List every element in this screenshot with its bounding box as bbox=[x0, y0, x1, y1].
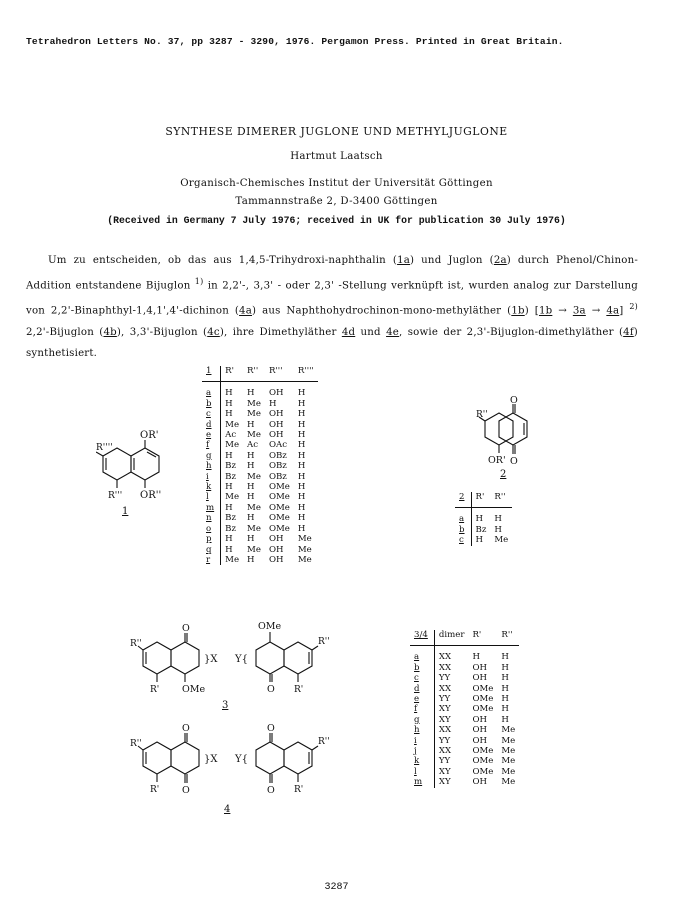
table-row bbox=[410, 694, 519, 704]
table-1 bbox=[202, 366, 318, 565]
table-header-row bbox=[410, 630, 519, 646]
body-text: ) synthetisiert. bbox=[26, 326, 638, 359]
body-text: ) aus Naphthohydrochinon-mono-methyläther ( bbox=[252, 305, 512, 317]
row-id-cell: a bbox=[455, 508, 471, 525]
compound-ref: 1a bbox=[397, 255, 411, 266]
table-cell: Bz bbox=[225, 513, 236, 524]
table-row bbox=[202, 482, 318, 492]
row-id-cell: b bbox=[455, 525, 471, 535]
label-ome1: OMe bbox=[182, 684, 206, 695]
footnote-ref: 1) bbox=[194, 277, 204, 286]
table-3-4 bbox=[410, 630, 519, 788]
label-ome2: OMe bbox=[258, 621, 282, 632]
table-cell: OH bbox=[268, 534, 284, 545]
row-id-cell: i bbox=[410, 736, 434, 746]
table-cell: H bbox=[247, 482, 255, 493]
journal-header: Tetrahedron Letters No. 37, pp 3287 - 3290, 1976. Pergamon Press. Printed in Great Britain. bbox=[26, 36, 564, 47]
ring-left-quinone bbox=[171, 642, 199, 674]
table-cell: Bz bbox=[225, 471, 236, 482]
table-cell: H bbox=[501, 673, 509, 684]
label-r1: R' bbox=[150, 685, 160, 695]
table-cell: H bbox=[247, 450, 255, 461]
body-text: ), ihre Dimethyläther bbox=[219, 326, 342, 338]
compound-ref: 4a bbox=[239, 305, 253, 317]
table-cell: H bbox=[297, 398, 306, 409]
table-row bbox=[202, 409, 318, 419]
table-cell: XX bbox=[438, 725, 452, 736]
table-cell: H bbox=[297, 430, 306, 441]
body-text: Um zu entscheiden, ob das aus 1,4,5-Trihydroxi-naphthalin ( bbox=[48, 255, 398, 266]
row-id-cell: b bbox=[410, 663, 434, 673]
table-cell: Me bbox=[501, 777, 516, 788]
table-cell: OMe bbox=[268, 523, 290, 534]
body-text: in 2,2'-, 3,3' - oder 2,3' -Stellung verknüpft ist, wurden analog zur Darstellung von 2,2'-Binaphthyl-1,4,1',4'-dichinon ( bbox=[26, 280, 638, 317]
label-r2b: R'' bbox=[318, 637, 330, 647]
body-text: 2,2'-Bijuglon ( bbox=[26, 326, 104, 338]
label-o2: O bbox=[182, 785, 190, 796]
received-note: (Received in Germany 7 July 1976; received in UK for publication 30 July 1976) bbox=[107, 215, 566, 226]
table-cell: H bbox=[501, 683, 509, 694]
table-cell: Me bbox=[501, 735, 516, 746]
label-x: }X bbox=[204, 654, 218, 665]
table-cell: XX bbox=[438, 683, 452, 694]
table-cell: Bz bbox=[225, 523, 236, 534]
table-cell: H bbox=[225, 409, 233, 420]
table-cell: OBz bbox=[268, 450, 287, 461]
body-text: ] bbox=[619, 305, 630, 317]
row-id-cell: d bbox=[202, 420, 221, 430]
table-cell: XY bbox=[438, 766, 451, 777]
ring-left-benzo bbox=[143, 742, 171, 774]
row-id-cell: m bbox=[410, 777, 434, 787]
table-cell: H bbox=[225, 544, 233, 555]
table-cell: H bbox=[501, 694, 509, 705]
table-cell: Me bbox=[501, 756, 516, 767]
table-cell: H bbox=[297, 419, 306, 430]
label-o2: O bbox=[267, 684, 275, 695]
body-text: , sowie der 2,3'-Bijuglon-dimethyläther ( bbox=[398, 326, 624, 338]
table-cell: Me bbox=[225, 492, 240, 503]
table-cell: XY bbox=[438, 777, 451, 788]
table-row bbox=[455, 508, 512, 525]
table-cell: Me bbox=[247, 544, 261, 555]
row-id-cell: a bbox=[202, 382, 221, 399]
label-o1: O bbox=[510, 395, 518, 406]
label-y: Y{ bbox=[235, 754, 248, 765]
table-cell: XX bbox=[438, 746, 452, 757]
table-cell: XX bbox=[438, 652, 452, 663]
table-cell: YY bbox=[438, 673, 451, 684]
table-cell: OH bbox=[472, 777, 487, 788]
label-or2: OR'' bbox=[140, 490, 162, 501]
table-cell: Bz bbox=[475, 524, 487, 535]
ring-a bbox=[131, 448, 159, 480]
row-id-cell: j bbox=[410, 746, 434, 756]
table-row bbox=[202, 492, 318, 502]
label-r1b: R' bbox=[294, 685, 304, 695]
table-row bbox=[410, 746, 519, 756]
row-id-cell: i bbox=[202, 472, 221, 482]
table-row bbox=[202, 513, 318, 523]
table-cell: Me bbox=[247, 409, 261, 420]
row-id-cell: l bbox=[202, 492, 221, 502]
label-r2b: R'' bbox=[318, 737, 330, 747]
table-row bbox=[202, 534, 318, 544]
table-cell: OMe bbox=[472, 746, 494, 757]
label-o1: O bbox=[182, 723, 190, 734]
table-row bbox=[410, 663, 519, 673]
table-header-cell: R' bbox=[471, 492, 490, 508]
table-header-cell: R'''' bbox=[294, 366, 318, 382]
table-cell: Me bbox=[247, 398, 261, 409]
table-cell: OH bbox=[268, 409, 284, 420]
table-row bbox=[202, 420, 318, 430]
table-cell: H bbox=[247, 461, 255, 472]
table-header-cell: 2 bbox=[455, 492, 471, 508]
institute-address: Tammannstraße 2, D-3400 Göttingen bbox=[235, 196, 438, 207]
table-row bbox=[410, 684, 519, 694]
table-row bbox=[410, 736, 519, 746]
row-id-cell: k bbox=[202, 482, 221, 492]
compound-ref: 4d bbox=[341, 326, 356, 338]
body-text: ), 3,3'-Bijuglon ( bbox=[116, 326, 208, 338]
table-cell: OMe bbox=[472, 756, 494, 767]
table-row bbox=[410, 704, 519, 714]
structure-2 bbox=[476, 395, 556, 490]
table-row bbox=[410, 646, 519, 663]
row-id-cell: g bbox=[410, 715, 434, 725]
table-row bbox=[410, 777, 519, 787]
label-r2: R'' bbox=[130, 739, 142, 749]
table-cell: OBz bbox=[268, 461, 287, 472]
ring-right-quinone bbox=[256, 642, 284, 674]
table-row bbox=[410, 767, 519, 777]
table-cell: Me bbox=[225, 419, 240, 430]
table-header-cell: R''' bbox=[265, 366, 294, 382]
row-id-cell: h bbox=[202, 461, 221, 471]
row-id-cell: d bbox=[410, 684, 434, 694]
paper-title: SYNTHESE DIMERER JUGLONE UND METHYLJUGLONE bbox=[165, 125, 508, 138]
label-o: O bbox=[182, 623, 190, 634]
table-cell: OMe bbox=[268, 502, 290, 513]
row-id-cell: f bbox=[410, 704, 434, 714]
row-id-cell: k bbox=[410, 756, 434, 766]
table-cell: OMe bbox=[268, 513, 290, 524]
table-cell: H bbox=[297, 513, 306, 524]
table-cell: H bbox=[297, 471, 306, 482]
compound-ref: 4a bbox=[606, 305, 620, 317]
table-cell: OMe bbox=[472, 766, 494, 777]
compound-number-1: 1 bbox=[122, 506, 129, 517]
institute-name: Organisch-Chemisches Institut der Universität Göttingen bbox=[180, 178, 493, 189]
ring-right-quinone bbox=[256, 742, 284, 774]
table-cell: H bbox=[501, 704, 509, 715]
label-r2: R'' bbox=[476, 410, 488, 420]
row-id-cell: o bbox=[202, 524, 221, 534]
row-id-cell: h bbox=[410, 725, 434, 735]
table-cell: OH bbox=[268, 419, 284, 430]
structure-1 bbox=[96, 428, 206, 543]
table-header-cell: R'' bbox=[497, 630, 519, 646]
table-cell: H bbox=[247, 492, 255, 503]
table-cell: Me bbox=[225, 554, 240, 565]
compound-number-3: 3 bbox=[222, 700, 229, 711]
row-id-cell: a bbox=[410, 646, 434, 663]
table-cell: OMe bbox=[268, 492, 290, 503]
table-cell: H bbox=[225, 534, 233, 545]
table-cell: OH bbox=[472, 714, 487, 725]
row-id-cell: c bbox=[410, 673, 434, 683]
row-id-cell: g bbox=[202, 451, 221, 461]
table-cell: Me bbox=[247, 430, 261, 441]
compound-ref: 4e bbox=[386, 326, 399, 338]
table-cell: Me bbox=[501, 725, 516, 736]
table-cell: H bbox=[297, 450, 306, 461]
table-cell: H bbox=[247, 513, 255, 524]
table-row bbox=[202, 555, 318, 565]
table-cell: Me bbox=[501, 766, 516, 777]
ring-left-quinone bbox=[171, 742, 199, 774]
table-cell: Me bbox=[501, 746, 516, 757]
table-cell: H bbox=[297, 461, 306, 472]
label-r2: R'' bbox=[130, 639, 142, 649]
compound-ref: 4b bbox=[103, 326, 117, 338]
table-cell: H bbox=[475, 514, 484, 525]
row-id-cell: l bbox=[410, 767, 434, 777]
table-cell: H bbox=[494, 524, 502, 535]
table-cell: H bbox=[225, 388, 233, 399]
table-cell: Ac bbox=[225, 430, 237, 441]
table-cell: Me bbox=[297, 544, 312, 555]
table-row bbox=[202, 440, 318, 450]
label-r3: R''' bbox=[108, 491, 123, 501]
table-cell: OH bbox=[268, 544, 284, 555]
table-cell: H bbox=[297, 409, 306, 420]
table-cell: OH bbox=[472, 662, 487, 673]
compound-ref: 2a bbox=[493, 255, 507, 266]
row-id-cell: e bbox=[202, 430, 221, 440]
table-cell: YY bbox=[438, 694, 451, 705]
table-cell: OH bbox=[268, 554, 284, 565]
row-id-cell: q bbox=[202, 545, 221, 555]
table-cell: OMe bbox=[472, 704, 494, 715]
body-paragraph bbox=[26, 250, 638, 364]
table-cell: Me bbox=[247, 523, 261, 534]
table-row bbox=[202, 382, 318, 399]
table-row bbox=[202, 451, 318, 461]
table-row bbox=[410, 725, 519, 735]
body-text: ) durch Phenol/Chinon-Addition entstandene Bijuglon bbox=[26, 255, 639, 292]
table-row bbox=[202, 472, 318, 482]
table-cell: H bbox=[225, 450, 233, 461]
label-or: OR' bbox=[488, 455, 506, 466]
compound-ref: 1b bbox=[511, 305, 525, 317]
row-id-cell: e bbox=[410, 694, 434, 704]
table-cell: H bbox=[297, 388, 306, 399]
label-o3: O bbox=[267, 723, 275, 734]
table-cell: Me bbox=[297, 534, 312, 545]
reaction-arrow: → bbox=[552, 305, 573, 317]
table-cell: Ac bbox=[247, 440, 259, 451]
table-row bbox=[455, 535, 512, 545]
label-r1: R' bbox=[150, 785, 160, 795]
table-cell: H bbox=[225, 398, 233, 409]
row-id-cell: m bbox=[202, 503, 221, 513]
table-cell: Me bbox=[225, 440, 240, 451]
table-cell: H bbox=[297, 492, 306, 503]
page-number: 3287 bbox=[324, 882, 349, 893]
table-row bbox=[410, 756, 519, 766]
table-cell: H bbox=[247, 554, 255, 565]
compound-ref: 4c bbox=[207, 326, 220, 338]
compound-ref: 1b bbox=[538, 305, 553, 317]
label-r4: R'''' bbox=[96, 443, 113, 453]
table-header-cell: 1 bbox=[202, 366, 221, 382]
table-cell: H bbox=[475, 535, 484, 546]
table-cell: H bbox=[297, 502, 306, 513]
table-cell: H bbox=[247, 534, 255, 545]
table-cell: Me bbox=[297, 554, 312, 565]
table-cell: Me bbox=[247, 471, 261, 482]
label-o4: O bbox=[267, 785, 275, 796]
table-cell: H bbox=[472, 652, 480, 663]
row-id-cell: n bbox=[202, 513, 221, 523]
table-row bbox=[202, 461, 318, 471]
table-cell: Me bbox=[494, 535, 509, 546]
table-cell: OH bbox=[472, 735, 487, 746]
compound-ref: 3a bbox=[572, 305, 586, 317]
footnote-ref: 2) bbox=[629, 302, 638, 312]
table-header-cell: R' bbox=[221, 366, 243, 382]
row-id-cell: c bbox=[455, 535, 471, 545]
row-id-cell: b bbox=[202, 399, 221, 409]
ring-right-benzo bbox=[284, 642, 312, 674]
label-r1b: R' bbox=[294, 785, 304, 795]
body-text: ) [ bbox=[524, 305, 539, 317]
body-text: ) und Juglon ( bbox=[410, 255, 494, 266]
table-cell: Bz bbox=[225, 461, 236, 472]
table-cell: YY bbox=[438, 735, 451, 746]
table-cell: XY bbox=[438, 704, 451, 715]
table-cell: XX bbox=[438, 662, 452, 673]
label-o2: O bbox=[510, 456, 518, 467]
table-row bbox=[202, 503, 318, 513]
table-cell: H bbox=[225, 482, 233, 493]
table-cell: H bbox=[247, 419, 255, 430]
row-id-cell: f bbox=[202, 440, 221, 450]
table-cell: H bbox=[494, 514, 502, 525]
label-y: Y{ bbox=[235, 654, 248, 665]
table-header-cell: dimer bbox=[434, 630, 468, 646]
reaction-arrow: → bbox=[585, 305, 607, 317]
table-cell: H bbox=[501, 662, 509, 673]
ring-right-benzo bbox=[284, 742, 312, 774]
table-cell: Me bbox=[247, 502, 261, 513]
table-row bbox=[202, 524, 318, 534]
table-header-cell: R'' bbox=[490, 492, 512, 508]
author-name: Hartmut Laatsch bbox=[290, 151, 383, 162]
table-row bbox=[202, 399, 318, 409]
table-cell: OAc bbox=[268, 440, 288, 451]
table-cell: OMe bbox=[472, 694, 494, 705]
ring-left-benzo bbox=[143, 642, 171, 674]
table-row bbox=[410, 715, 519, 725]
table-row bbox=[455, 525, 512, 535]
table-header-row bbox=[202, 366, 318, 382]
table-cell: H bbox=[501, 652, 509, 663]
table-cell: H bbox=[501, 714, 509, 725]
table-cell: H bbox=[225, 502, 233, 513]
table-cell: OH bbox=[472, 673, 487, 684]
table-cell: H bbox=[297, 523, 306, 534]
table-row bbox=[202, 545, 318, 555]
table-header-cell: 3/4 bbox=[410, 630, 434, 646]
table-cell: OMe bbox=[268, 482, 290, 493]
table-cell: OH bbox=[268, 430, 284, 441]
table-row bbox=[202, 430, 318, 440]
table-2 bbox=[455, 492, 512, 546]
table-cell: OMe bbox=[472, 683, 494, 694]
table-cell: YY bbox=[438, 756, 451, 767]
table-header-cell: R'' bbox=[243, 366, 265, 382]
table-row bbox=[410, 673, 519, 683]
compound-number-4: 4 bbox=[224, 804, 231, 815]
table-cell: H bbox=[297, 440, 306, 451]
row-id-cell: c bbox=[202, 409, 221, 419]
table-cell: H bbox=[247, 388, 255, 399]
body-text: und bbox=[355, 326, 387, 338]
table-cell: OBz bbox=[268, 471, 287, 482]
row-id-cell: r bbox=[202, 555, 221, 565]
compound-number-2: 2 bbox=[500, 469, 507, 480]
table-cell: H bbox=[297, 482, 306, 493]
label-or1: OR' bbox=[140, 430, 159, 441]
table-header-cell: R' bbox=[468, 630, 497, 646]
table-cell: OH bbox=[268, 388, 284, 399]
table-header-row bbox=[455, 492, 512, 508]
compound-ref: 4f bbox=[623, 326, 634, 338]
table-cell: H bbox=[268, 398, 277, 409]
label-x: }X bbox=[204, 754, 218, 765]
table-cell: XY bbox=[438, 714, 451, 725]
structure-4 bbox=[130, 720, 340, 825]
structure-3 bbox=[130, 620, 340, 720]
table-cell: OH bbox=[472, 725, 487, 736]
row-id-cell: p bbox=[202, 534, 221, 544]
